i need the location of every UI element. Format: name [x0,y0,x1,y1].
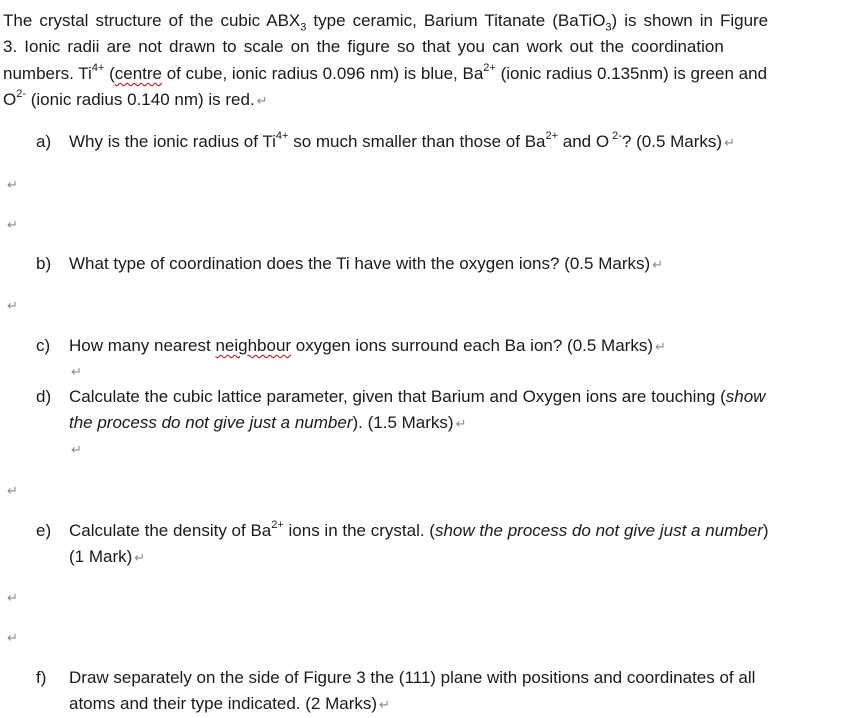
intro-line-4: $O^{2-}$ (ionic radius 0.140 nm) is red. ↵ [3,88,268,109]
paragraph-mark-icon: ↵ [134,550,146,565]
paragraph-mark-icon: ↵ [455,416,467,431]
question-label: d) [36,387,52,406]
question-d-line-2: the process do not give just a number). (1.5 Marks) ↵ [69,413,467,432]
paragraph-mark-icon: ↵ [7,217,18,232]
question-label: b) [36,254,52,273]
paragraph-mark-icon: ↵ [379,697,390,712]
question-c: c) How many nearest neighbour oxygen ions surround each Ba ion? (0.5 Marks) ↵ [36,333,666,360]
intro-line-3: numbers. $Ti^{4+}$ (centre of cube, ionic radius 0.096 nm) is blue, $Ba^{2+}$ (ionic radius 0.135nm) is green and [3,62,768,83]
paragraph-mark-icon: ↵ [256,93,268,108]
intro-line-1: The crystal structure of the cubic $ABX_3$ type ceramic, Barium Titanate (BaTiO$_3$) is shown in Figure [3,11,769,34]
question-a: a) Why is the ionic radius of $Ti^{4+}$ so much smaller than those of $Ba^{2+}$ and O $^{2-}$? (0.5 Marks) ↵ [36,129,735,156]
question-f-line-1: f) Draw separately on the side of Figure 3 the (111) plane with positions and coordinates of all [36,665,755,691]
question-label: c) [36,336,51,355]
intro-line-2: 3. Ionic radii are not drawn to scale on the figure so that you can work out the coordination [3,37,724,56]
paragraph-mark-icon: ↵ [71,442,82,457]
spellcheck-word[interactable]: centre [114,64,162,83]
paragraph-mark-icon: ↵ [724,135,735,150]
paragraph-mark-icon: ↵ [7,630,18,645]
question-label: f) [36,668,47,687]
spellcheck-word[interactable]: neighbour [215,336,292,355]
paragraph-mark-icon: ↵ [7,298,18,313]
question-e-line-2: (1 Mark) ↵ [69,547,146,566]
question-d-line-1: d) Calculate the cubic lattice parameter, given that Barium and Oxygen ions are touching (show [36,384,765,410]
question-label: e) [36,521,52,540]
paragraph-mark-icon: ↵ [7,483,18,498]
paragraph-mark-icon: ↵ [7,590,18,605]
paragraph-mark-icon: ↵ [652,257,664,272]
question-e-line-1: e) Calculate the density of $Ba^{2+}$ ions in the crystal. (show the process do not give just a number) [36,518,769,544]
question-label: a) [36,132,52,151]
question-f-line-2: atoms and their type indicated. (2 Marks) ↵ [69,694,390,713]
paragraph-mark-icon: ↵ [71,364,82,379]
paragraph-mark-icon: ↵ [655,339,666,354]
question-b: b) What type of coordination does the Ti have with the oxygen ions? (0.5 Marks) ↵ [36,251,663,278]
paragraph-mark-icon: ↵ [7,177,18,192]
